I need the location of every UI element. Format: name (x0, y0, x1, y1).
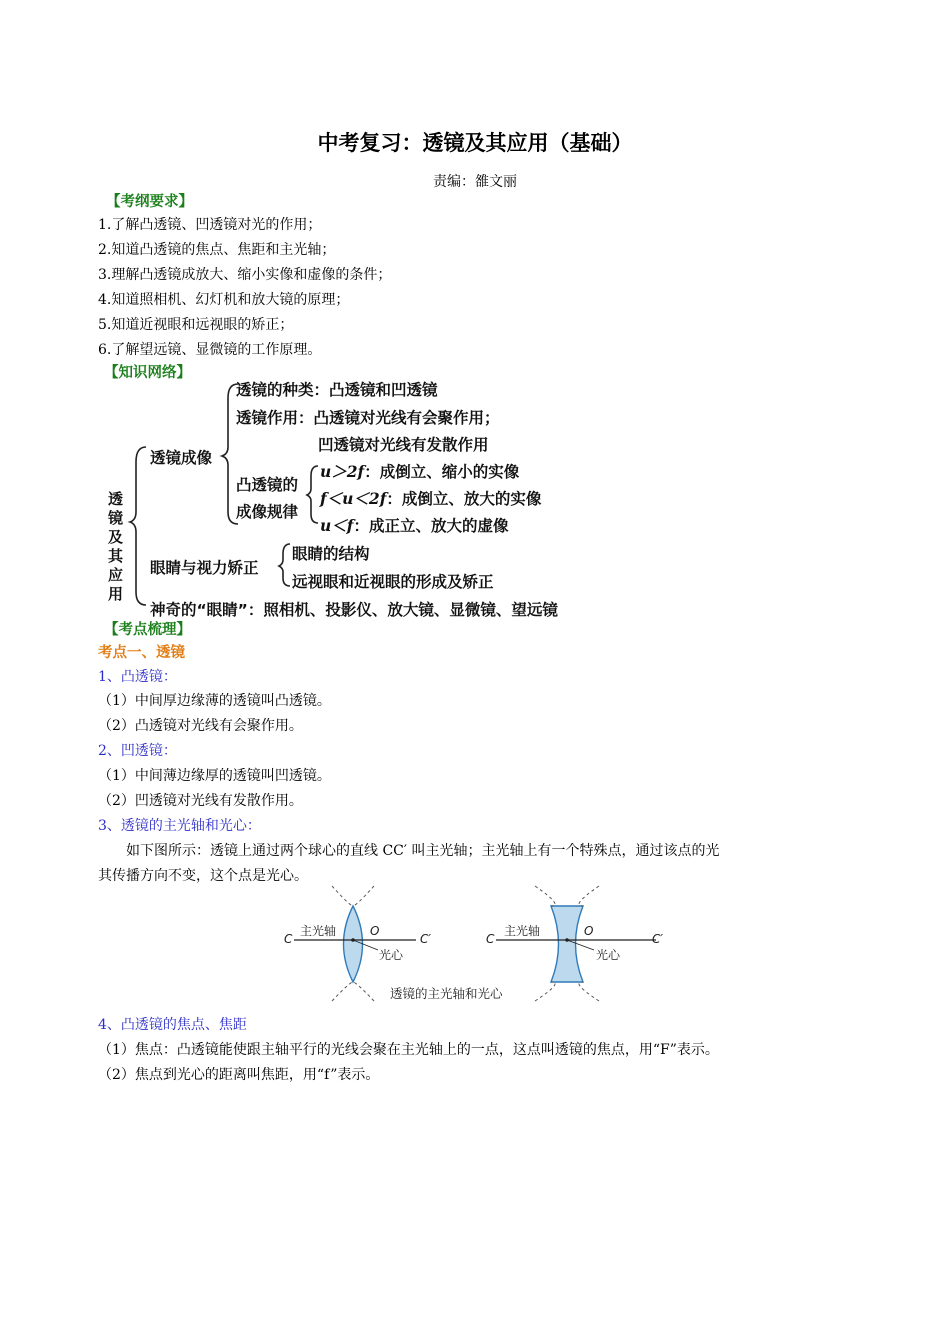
network-rule-label-1: 凸透镜的 (236, 476, 299, 494)
network-eyes: 眼睛与视力矫正 (150, 559, 259, 577)
outline-item: 4.知道照相机、幻灯机和放大镜的原理； (98, 292, 350, 308)
outline-item: 5.知道近视眼和远视眼的矫正； (98, 317, 294, 333)
outline-item: 6.了解望远镜、显微镜的工作原理。 (98, 342, 322, 358)
outline-item: 1.了解凸透镜、凹透镜对光的作用； (98, 217, 322, 233)
section-line: （1）中间厚边缘薄的透镜叫凸透镜。 (98, 693, 331, 709)
network-rule-3 (320, 514, 508, 536)
rule-condition: u＜f (320, 516, 354, 535)
rule-brace (307, 466, 318, 523)
network-heading: 【知识网络】 (104, 365, 191, 381)
label-optical-center: 光心 (596, 948, 621, 962)
label-optical-center: 光心 (379, 948, 404, 962)
section-line: （2）凸透镜对光线有会聚作用。 (98, 718, 303, 734)
section-line: （2）凹透镜对光线有发散作用。 (98, 793, 303, 809)
section-line: （2）焦点到光心的距离叫焦距，用“f”表示。 (98, 1067, 380, 1083)
convex-optical-center (351, 938, 355, 942)
concave-optical-center (565, 938, 569, 942)
label-axis: 主光轴 (300, 924, 337, 938)
network-rule-label-2: 成像规律 (236, 503, 299, 521)
section-title: 2、凹透镜： (98, 743, 177, 759)
label-c-left: C (486, 932, 495, 946)
figure-caption: 透镜的主光轴和光心 (390, 986, 503, 1001)
label-axis: 主光轴 (504, 924, 541, 938)
label-o: O (370, 924, 380, 938)
section-title: 3、透镜的主光轴和光心： (98, 818, 261, 834)
rule-condition: f＜u＜2f (320, 489, 387, 508)
label-c-right: C′ (420, 932, 432, 946)
label-c-left: C (284, 932, 293, 946)
knowledge-network-diagram (100, 372, 590, 622)
network-magic-eyes: 神奇的“眼睛”：照相机、投影仪、放大镜、显微镜、望远镜 (150, 601, 558, 619)
convex-lens-body (344, 906, 363, 982)
eye-brace (279, 544, 290, 586)
section-line: （1）焦点：凸透镜能使跟主轴平行的光线会聚在主光轴上的一点，这点叫透镜的焦点，用“F”表示。 (98, 1042, 719, 1058)
review-heading: 【考点梳理】 (104, 622, 191, 638)
outline-heading: 【考纲要求】 (106, 194, 193, 210)
page-title: 中考复习：透镜及其应用（基础） (317, 131, 633, 155)
editor-line: 责编：雒文丽 (433, 174, 517, 190)
point-one-heading: 考点一、透镜 (98, 645, 185, 661)
section-line: （1）中间薄边缘厚的透镜叫凹透镜。 (98, 768, 331, 784)
lens-figure (280, 884, 680, 1002)
section-title: 1、凸透镜： (98, 669, 177, 685)
concave-lens (496, 886, 656, 1001)
root-brace (130, 447, 146, 605)
outline-item: 3.理解凸透镜成放大、缩小实像和虚像的条件； (98, 267, 392, 283)
network-rule-1 (320, 460, 519, 482)
section-paragraph: 其传播方向不变，这个点是光心。 (98, 868, 308, 884)
rule-result: ：成倒立、放大的实像 (386, 490, 542, 508)
rule-result: ：成正立、放大的虚像 (353, 517, 509, 535)
network-eye-structure: 眼睛的结构 (292, 545, 370, 563)
outline-item: 2.知道凸透镜的焦点、焦距和主光轴； (98, 242, 336, 258)
network-effect-convex: 透镜作用：凸透镜对光线有会聚作用； (236, 409, 500, 427)
network-imaging: 透镜成像 (150, 449, 213, 467)
network-root: 透镜及其应用 (108, 490, 124, 603)
rule-condition: u＞2f (320, 462, 365, 481)
network-effect-concave: 凹透镜对光线有发散作用 (318, 436, 489, 454)
network-types: 透镜的种类：凸透镜和凹透镜 (236, 381, 438, 399)
network-eye-correction: 远视眼和近视眼的形成及矫正 (292, 573, 494, 591)
section-title: 4、凸透镜的焦点、焦距 (98, 1017, 247, 1033)
rule-result: ：成倒立、缩小的实像 (364, 463, 520, 481)
section-paragraph: 如下图所示：透镜上通过两个球心的直线 CC′ 叫主光轴；主光轴上有一个特殊点，通过该点的光 (126, 843, 720, 859)
network-rule-2 (320, 487, 541, 509)
label-o: O (584, 924, 594, 938)
label-c-right: C′ (652, 932, 664, 946)
